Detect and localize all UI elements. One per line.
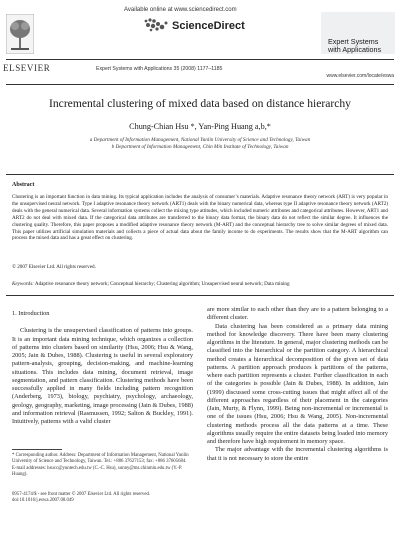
abstract-copyright: © 2007 Elsevier Ltd. All rights reserved.	[12, 264, 96, 270]
footnote-rule	[12, 449, 62, 450]
abstract-heading: Abstract	[12, 182, 35, 188]
publisher-name: ELSEVIER	[3, 63, 51, 73]
front-matter	[12, 492, 202, 505]
issn-line: 0957-4174/$ - see front matter © 2007 Elsevier Ltd. All rights reserved.	[12, 492, 151, 497]
header-rule-top	[6, 59, 394, 60]
citation-line: Expert Systems with Applications 35 (2008) 1177–1185	[96, 66, 223, 72]
available-online-text[interactable]: Available online at www.sciencedirect.com	[124, 7, 237, 13]
left-column	[12, 310, 193, 426]
email-addresses[interactable]: E-mail addresses: hsucc@yuntech.edu.tw (C.-C. Hsu), sunny@ms.chinmin.edu.tw (Y.-P. Huang).	[12, 465, 183, 477]
right-column	[207, 306, 388, 463]
affiliation-a: a Department of Information Management, National Yunlin University of Science and Technology, Taiwan	[89, 137, 311, 143]
keywords-list: Adaptive resonance theory network; Conceptual hierarchy; Clustering algorithm; Unsupervised neural network; Data mining	[34, 281, 290, 287]
elsevier-tree-icon	[6, 14, 34, 54]
intro-paragraph-1: Clustering is the unsupervised classification of patterns into groups. It is an important data mining technique, which organizes a collection of patterns into clusters based on similarity (Hsu, 2006; Hsu & Wang, 2005; Jain & Dubes, 1988). Clustering is useful in several exploratory pattern-analysis, grouping, decision-making, and machine-learning situations. This includes data mining, document retrieval, image segmentation, and pattern classification. Clustering methods have been successfully applied in many fields including pattern recognition (Anderberg, 1973), biology, psychiatry, psychology, archaeology, geology, geography, marketing, image processing (Jain & Dubes, 1988) and information retrieval (Rasmussen, 1992; Salton & Buckley, 1991). Intuitively, patterns with a valid cluster	[12, 327, 193, 425]
sciencedirect-dots-icon	[142, 17, 170, 33]
journal-title	[328, 38, 390, 54]
abstract-body: Clustering is an important function in data mining. Its typical application includes the analysis of consumer’s materials. Adaptive resonance theory network (ART) is very popular in the unsupervised neural network. Type I adaptive resonance theory network (ART1) deals with the binary numerical data, whereas type II adaptive resonance theory network (ART2) deals with the general numerical data. Several information systems collect the mixing type attitudes, which included numeric attributes and categorical attributes. However, ART1 and ART2 do not deal with mixed data. If the categorical data attributes are transferred to the binary data format, the binary data do not reflect the similar degree. It influences the clustering quality. Therefore, this paper proposes a modified adaptive resonance theory network (M-ART) and the conceptual hierarchy tree to solve similar degrees of mixed data. This paper utilizes artificial simulation materials and collects a piece of actual data about the family income to do experiments. The results show that the M-ART algorithm can process the mixed data and has a great effect on clustering.	[12, 194, 388, 242]
journal-url[interactable]: www.elsevier.com/locate/eswa	[326, 73, 394, 79]
affiliation-b: b Department of Information Management, Chin Min Institute of Technology, Taiwan	[111, 144, 289, 150]
header-rule-bottom	[6, 84, 394, 85]
article-title: Incremental clustering of mixed data based on distance hierarchy	[49, 97, 351, 110]
keywords-label: Keywords:	[12, 281, 34, 287]
intro-paragraph-4: The major advantage with the incremental clustering algorithms is that it is not necessary to store the entire	[207, 446, 388, 462]
intro-paragraph-2: are more similar to each other than they are to a pattern belonging to a different cluster.	[207, 306, 388, 322]
journal-title-line2: with Applications	[328, 45, 382, 54]
intro-paragraph-3: Data clustering has been considered as a primary data mining method for knowledge discovery. There have been many clustering algorithms in the literature. In general, major clustering methods can be classified into the hierarchical or the partition category. A hierarchical method creates a hierarchical decomposition of the given set of data patterns. A partition approach produces k partitions of the patterns, where each partition represents a cluster. Further classification in each of the categories is possible (Jain & Dubes, 1988). In addition, Jain (1999) discussed some cross-cutting issues that might affect all of the different approaches regardless of their placement in the categories (Jain, Murty, & Flynn, 1999). Being non-incremental or incremental is one of the issues (Hsu, 2006; Hsu & Wang, 2005). Non-incremental clustering methods process all the data patterns at a time. These algorithms usually require the entire datasets being loaded into memory and therefore have high requirement in memory space.	[207, 322, 388, 445]
sciencedirect-wordmark: ScienceDirect	[172, 20, 245, 32]
doi-line[interactable]: doi:10.1016/j.eswa.2007.08.049	[12, 498, 74, 504]
corresponding-author-note: * Corresponding author. Address: Department of Information Management, National Yunlin University of Science and Technology, Taiwan. Tel.: +886 37627153; fax: +886 37605684.	[12, 453, 189, 465]
journal-title-line1: Expert Systems	[328, 37, 379, 46]
abstract-rule-top	[6, 174, 394, 175]
keywords	[12, 281, 388, 287]
footnote	[12, 453, 193, 478]
abstract-rule-bottom	[6, 295, 394, 296]
journal-header	[0, 0, 400, 86]
article-authors: Chung-Chian Hsu *, Yan-Ping Huang a,b,*	[129, 122, 271, 131]
section-heading: 1. Introduction	[12, 310, 50, 317]
